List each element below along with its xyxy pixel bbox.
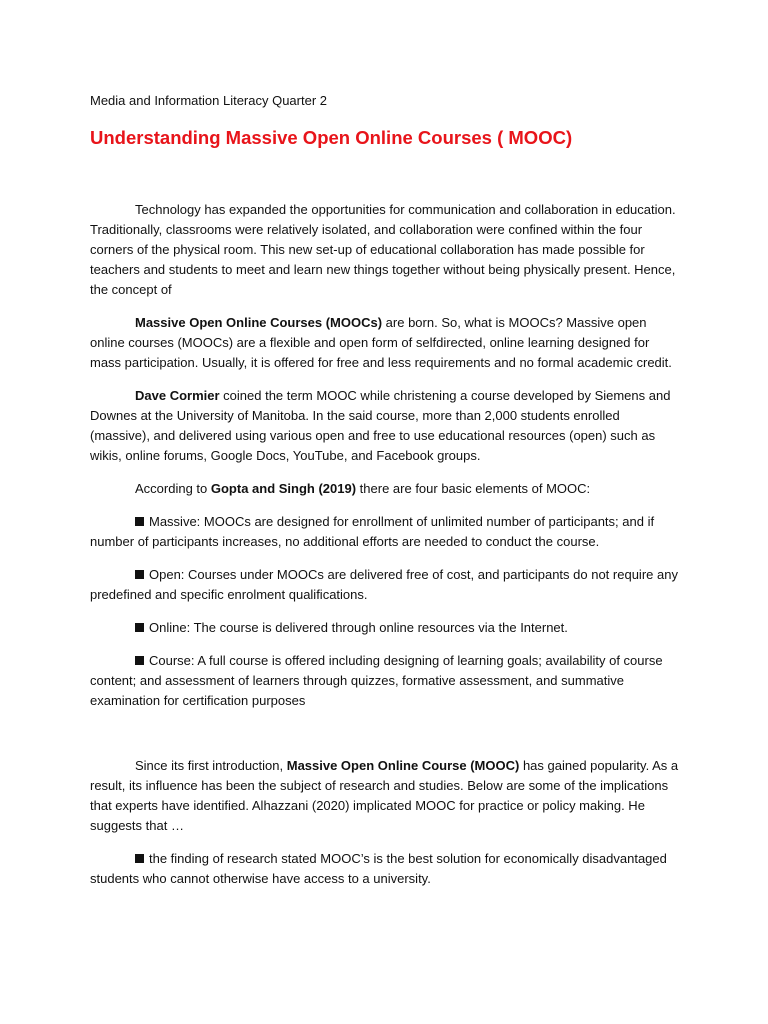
square-bullet-icon (135, 623, 144, 632)
definition-text: are born. So, what is MOOCs? Massive open online courses (MOOCs) are a flexible and open form of selfdirected, online learning designed for mass participation. Usually, it is offered for free and less requirements and no formal academic credit. (90, 315, 672, 370)
popularity-before: Since its first introduction, (135, 758, 287, 773)
square-bullet-icon (135, 570, 144, 579)
element-item-course (90, 651, 680, 711)
element-item-open (90, 565, 680, 605)
implication-item (90, 849, 680, 889)
element-text: Massive: MOOCs are designed for enrollment of unlimited number of participants; and if number of participants increases, no additional efforts are needed to conduct the course. (90, 514, 655, 549)
elements-intro-paragraph (90, 479, 680, 499)
definition-term: Massive Open Online Courses (MOOCs) (135, 315, 383, 330)
page-title: Understanding Massive Open Online Courses ( MOOC) (90, 127, 573, 148)
history-person: Dave Cormier (135, 388, 220, 403)
element-text: Online: The course is delivered through online resources via the Internet. (149, 620, 568, 635)
square-bullet-icon (135, 656, 144, 665)
square-bullet-icon (135, 517, 144, 526)
history-text: coined the term MOOC while christening a course developed by Siemens and Downes at the University of Manitoba. In the said course, more than 2,000 students enrolled (massive), and delivered using various open and free to use educational resources (open) such as wikis, online forums, Google Docs, YouTube, and Facebook groups. (90, 388, 671, 463)
course-header: Media and Information Literacy Quarter 2 (90, 93, 328, 108)
history-paragraph (90, 386, 680, 466)
element-item-online (90, 618, 680, 638)
popularity-after: has gained popularity. As a result, its influence has been the subject of research and studies. Below are some of the implications that experts have identified. Alhazzani (2020) implicated MOOC for practice or policy making. He suggests that … (90, 758, 679, 833)
implication-text: the finding of research stated MOOC’s is the best solution for economically disadvantaged students who cannot otherwise have access to a university. (90, 851, 667, 886)
elements-intro-after: there are four basic elements of MOOC: (356, 481, 591, 496)
intro-paragraph: Technology has expanded the opportunities for communication and collaboration in education. Traditionally, classrooms were relatively isolated, and collaboration were confined within the four corners of the physical room. This new set-up of educational collaboration has made possible for teachers and students to meet and learn new things together without being physically present. Hence, the concept of (90, 202, 676, 297)
popularity-paragraph (90, 756, 680, 836)
elements-intro-before: According to (135, 481, 211, 496)
popularity-term: Massive Open Online Course (MOOC) (286, 758, 520, 773)
element-item-massive (90, 512, 680, 552)
definition-paragraph (90, 313, 680, 373)
element-text: Course: A full course is offered including designing of learning goals; availability of course content; and assessment of learners through quizzes, formative assessment, and summative examination for certification purposes (90, 653, 663, 708)
elements-intro-source: Gopta and Singh (2019) (210, 481, 357, 496)
element-text: Open: Courses under MOOCs are delivered free of cost, and participants do not require any predefined and specific enrolment qualifications. (90, 567, 678, 602)
square-bullet-icon (135, 854, 144, 863)
